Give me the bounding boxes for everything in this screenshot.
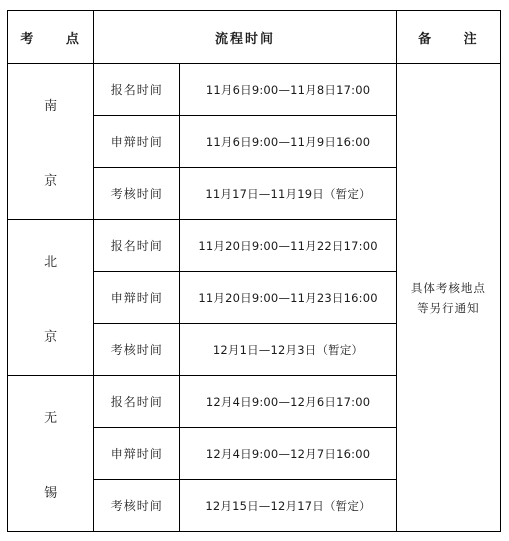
city-char: 锡 bbox=[44, 485, 58, 501]
stage-label: 报名时间 bbox=[94, 64, 180, 116]
stage-time: 12月4日9:00—12月7日16:00 bbox=[180, 428, 396, 480]
city-char: 南 bbox=[44, 98, 58, 114]
city-char: 北 bbox=[44, 254, 58, 270]
stage-time: 12月1日—12月3日（暂定） bbox=[180, 324, 396, 376]
header-schedule: 流程时间 bbox=[94, 11, 397, 64]
note-line-2: 等另行通知 bbox=[417, 300, 480, 315]
table-row bbox=[8, 64, 501, 116]
stage-time: 11月17日—11月19日（暂定） bbox=[180, 168, 396, 220]
city-cell-beijing bbox=[8, 220, 94, 376]
stage-time: 11月6日9:00—11月8日17:00 bbox=[180, 64, 396, 116]
city-char: 京 bbox=[44, 173, 58, 189]
header-row bbox=[8, 11, 501, 64]
stage-label: 考核时间 bbox=[94, 168, 180, 220]
header-note: 备 注 bbox=[396, 11, 500, 64]
stage-time: 11月20日9:00—11月23日16:00 bbox=[180, 272, 396, 324]
stage-time: 12月15日—12月17日（暂定） bbox=[180, 480, 396, 532]
stage-label: 报名时间 bbox=[94, 376, 180, 428]
note-cell bbox=[396, 64, 500, 532]
city-char: 无 bbox=[44, 410, 58, 426]
stage-time: 11月6日9:00—11月9日16:00 bbox=[180, 116, 396, 168]
schedule-table bbox=[7, 10, 501, 532]
city-cell-wuxi bbox=[8, 376, 94, 532]
stage-label: 报名时间 bbox=[94, 220, 180, 272]
stage-time: 12月4日9:00—12月6日17:00 bbox=[180, 376, 396, 428]
stage-time: 11月20日9:00—11月22日17:00 bbox=[180, 220, 396, 272]
stage-label: 考核时间 bbox=[94, 480, 180, 532]
city-cell-nanjing bbox=[8, 64, 94, 220]
stage-label: 申辩时间 bbox=[94, 116, 180, 168]
stage-label: 申辩时间 bbox=[94, 272, 180, 324]
note-line-1: 具体考核地点 bbox=[410, 280, 486, 295]
header-location: 考 点 bbox=[8, 11, 94, 64]
city-char: 京 bbox=[44, 329, 58, 345]
stage-label: 申辩时间 bbox=[94, 428, 180, 480]
stage-label: 考核时间 bbox=[94, 324, 180, 376]
